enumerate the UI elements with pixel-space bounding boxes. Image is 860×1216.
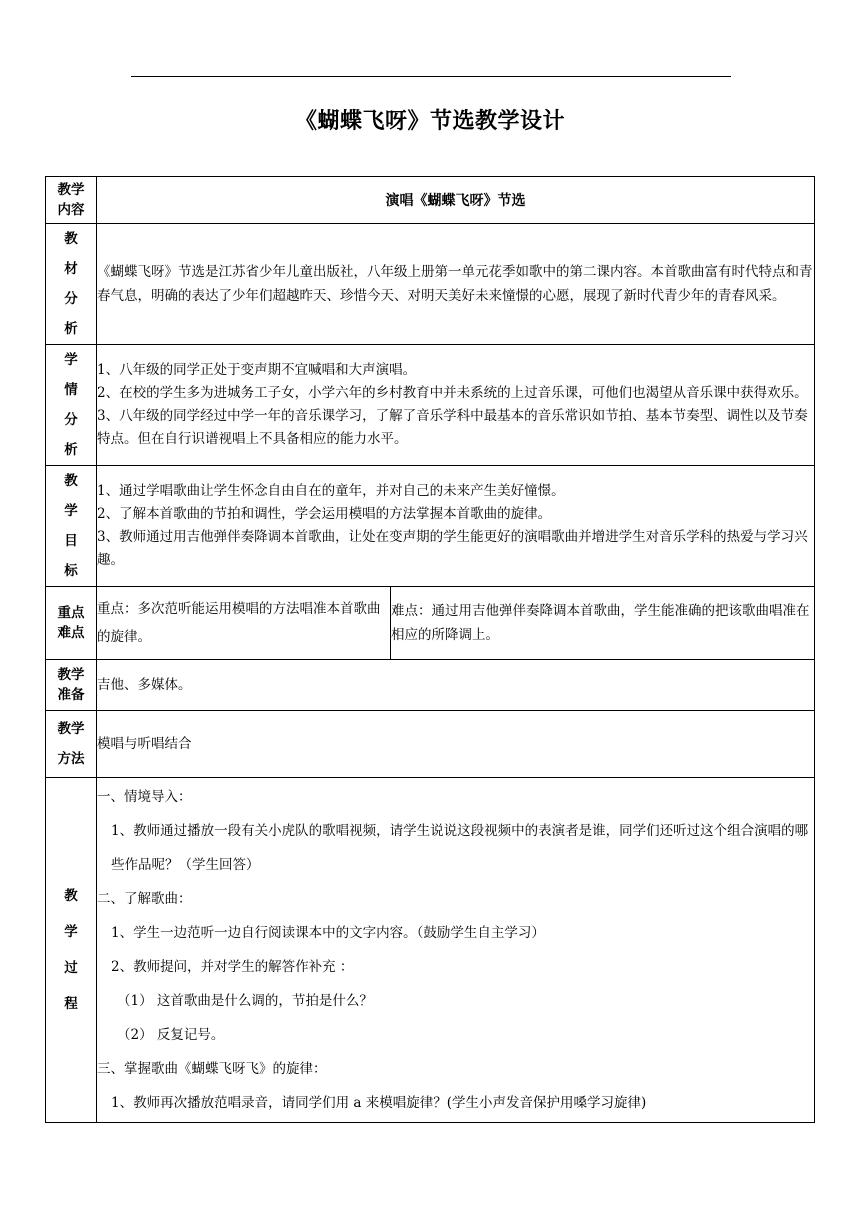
student-analysis-list bbox=[97, 345, 815, 466]
goal-item: 3、教师通过用吉他弹伴奏降调本首歌曲，让处在变声期的学生能更好的演唱歌曲并增进学生对音乐学科的热爱与学习兴趣。 bbox=[97, 529, 808, 568]
label-line: 学 bbox=[64, 352, 78, 368]
row-key-difficult-points bbox=[46, 587, 815, 660]
process-line: 2、教师提问，并对学生的解答作补充 ： bbox=[111, 959, 354, 975]
label-line: 分 bbox=[64, 291, 78, 307]
row-teaching-goals bbox=[46, 466, 815, 587]
row-student-analysis bbox=[46, 345, 815, 466]
header-rule bbox=[131, 76, 731, 77]
process-line: （2） 反复记号。 bbox=[117, 1027, 225, 1043]
key-point-text: 重点：多次范听能运用模唱的方法唱准本首歌曲的旋律。 bbox=[97, 587, 391, 660]
row-teaching-prep bbox=[46, 660, 815, 711]
goal-item: 2、了解本首歌曲的节拍和调性，学会运用模唱的方法掌握本首歌曲的旋律。 bbox=[97, 506, 552, 522]
label-line: 标 bbox=[64, 563, 78, 579]
document-title: 《蝴蝶飞呀》节选教学设计 bbox=[294, 109, 565, 134]
label-teaching-method bbox=[46, 711, 97, 778]
label-line: 教学 bbox=[57, 667, 85, 683]
label-student-analysis bbox=[46, 345, 97, 466]
label-line: 过 bbox=[64, 960, 78, 976]
label-line: 难点 bbox=[57, 625, 85, 641]
label-line: 教学 bbox=[57, 721, 85, 737]
label-teaching-content bbox=[46, 177, 97, 224]
label-line: 方法 bbox=[57, 751, 85, 767]
label-line: 材 bbox=[64, 261, 78, 277]
difficult-point-text: 难点：通过用吉他弹伴奏降调本首歌曲，学生能准确的把该歌曲唱准在相应的所降调上。 bbox=[391, 587, 815, 660]
teaching-goals-list bbox=[97, 466, 815, 587]
label-line: 教学 bbox=[57, 182, 85, 198]
process-line: 一、情境导入： bbox=[97, 789, 192, 805]
student-analysis-item: 2、在校的学生多为进城务工子女，小学六年的乡村教育中并未系统的上过音乐课，可他们也渴望从音乐课中获得欢乐。 bbox=[97, 385, 808, 401]
process-line: 1、教师通过播放一段有关小虎队的歌唱视频，请学生说说这段视频中的表演者是谁，同学们还听过这个组合演唱的哪些作品呢？（学生回答） bbox=[111, 823, 809, 873]
process-line: （1） 这首歌曲是什么调的，节拍是什么？ bbox=[117, 993, 373, 1009]
label-line: 情 bbox=[64, 382, 78, 398]
label-line: 分 bbox=[64, 412, 78, 428]
label-teaching-goals bbox=[46, 466, 97, 587]
label-teaching-prep bbox=[46, 660, 97, 711]
teaching-content-text: 演唱《蝴蝶飞呀》节选 bbox=[97, 177, 815, 224]
row-teaching-method bbox=[46, 711, 815, 778]
process-line: 1、学生一边范听一边自行阅读课本中的文字内容。（鼓励学生自主学习） bbox=[111, 925, 545, 941]
row-teaching-process bbox=[46, 778, 815, 1123]
process-line: 1、教师再次播放范唱录音，请同学们用 a 来模唱旋律？(学生小声发音保护用嗓学习旋律) bbox=[111, 1095, 647, 1111]
student-analysis-item: 3、八年级的同学经过中学一年的音乐课学习，了解了音乐学科中最基本的音乐常识如节拍、基本节奏型、调性以及节奏特点。但在自行识谱视唱上不具备相应的能力水平。 bbox=[97, 408, 808, 447]
material-analysis-text: 《蝴蝶飞呀》节选是江苏省少年儿童出版社，八年级上册第一单元花季如歌中的第二课内容。本首歌曲富有时代特点和青春气息，明确的表达了少年们超越昨天、珍惜今天、对明天美好未来憧憬的心愿，展现了新时代青少年的青春风采。 bbox=[97, 224, 815, 345]
label-line: 准备 bbox=[57, 687, 85, 703]
label-teaching-process bbox=[46, 778, 97, 1123]
label-line: 内容 bbox=[57, 202, 85, 218]
process-line: 三、掌握歌曲《蝴蝶飞呀飞》的旋律： bbox=[97, 1061, 327, 1077]
label-line: 教 bbox=[64, 473, 78, 489]
label-line: 程 bbox=[64, 996, 78, 1012]
label-key-difficult-points bbox=[46, 587, 97, 660]
row-material-analysis bbox=[46, 224, 815, 345]
goal-item: 1、通过学唱歌曲让学生怀念自由自在的童年，并对自己的未来产生美好憧憬。 bbox=[97, 483, 565, 499]
row-teaching-content bbox=[46, 177, 815, 224]
label-line: 教 bbox=[64, 231, 78, 247]
teaching-method-text: 模唱与听唱结合 bbox=[97, 711, 815, 778]
label-line: 目 bbox=[64, 533, 78, 549]
label-line: 学 bbox=[64, 503, 78, 519]
label-line: 析 bbox=[64, 442, 78, 458]
label-line: 重点 bbox=[57, 605, 85, 621]
teaching-process-list bbox=[97, 778, 815, 1123]
teaching-prep-text: 吉他、多媒体。 bbox=[97, 660, 815, 711]
process-line: 二、了解歌曲： bbox=[97, 891, 192, 907]
student-analysis-item: 1、八年级的同学正处于变声期不宜喊唱和大声演唱。 bbox=[97, 362, 417, 378]
lesson-plan-table bbox=[45, 176, 815, 1123]
label-line: 学 bbox=[64, 924, 78, 940]
label-line: 教 bbox=[64, 888, 78, 904]
label-material-analysis bbox=[46, 224, 97, 345]
label-line: 析 bbox=[64, 321, 78, 337]
